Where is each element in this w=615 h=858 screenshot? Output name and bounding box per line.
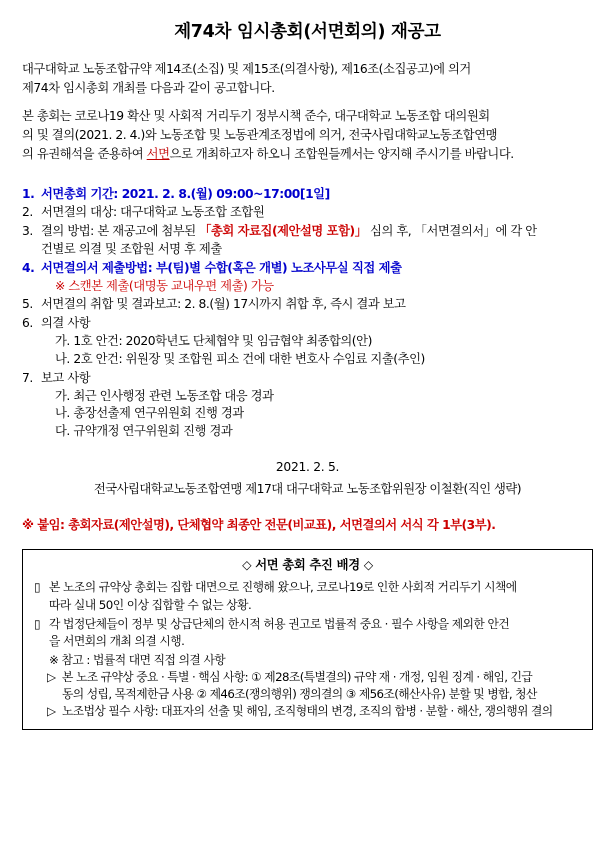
notice-item-list (22, 186, 593, 442)
item-3-text-emphasis: 「총회 자료집(제안설명 포함)」 (199, 224, 367, 239)
item-7-sub-2: 나. 총장선출제 연구위원회 진행 경과 (55, 406, 244, 421)
square-marker-icon: ▯ (34, 580, 40, 595)
list-item-6 (22, 315, 593, 368)
item-1-text: 서면총회 기간: 2021. 2. 8.(월) 09:00~17:00[1일] (41, 186, 330, 201)
background-item-1-line-2: 따라 실내 50인 이상 집합할 수 없는 상황. (49, 597, 252, 612)
item-7-text: 보고 사항 (41, 370, 91, 385)
item-5-text: 서면결의 취합 및 결과보고: 2. 8.(월) 17시까지 취합 후, 즉시 결과 보고 (41, 297, 406, 312)
issuing-organization: 전국사립대학교노동조합연맹 제17대 대구대학교 노동조합위원장 이철환(직인 생략) (93, 481, 522, 496)
item-1-number: 1. (22, 186, 35, 201)
body-line-2: 의 및 결의(2021. 2. 4.)와 노동조합 및 노동관계조정법에 의거, 전국사립대학교노동조합연맹 (22, 127, 498, 142)
background-item-2-line-2: 을 서면회의 개최 의결 시행. (49, 633, 185, 648)
background-item-2 (34, 616, 581, 633)
list-item-4 (22, 260, 593, 296)
attachment-note: ※ 붙임: 총회자료(제안설명), 단체협약 최종안 전문(비교표), 서면결의서 서식 각 1부(3부). (22, 517, 496, 532)
list-item-5 (22, 296, 593, 314)
background-box-title: ◇ 서면 총회 추진 배경 ◇ (242, 557, 373, 572)
item-2-text: 서면결의 대상: 대구대학교 노동조합 조합원 (41, 205, 265, 220)
triangle-marker-icon: ▷ (47, 669, 56, 684)
item-4-note: ※ 스캔본 제출(대명동 교내우편 제출) 가능 (55, 278, 274, 293)
issue-date: 2021. 2. 5. (275, 460, 340, 475)
background-sub-1-line-1: 본 노조 규약상 중요 · 특별 · 핵심 사항: ① 제28조(특별결의) 규약 재 · 개정, 임원 징계 · 해임, 긴급 (62, 669, 533, 684)
intro-paragraph (22, 61, 593, 98)
background-sub-2 (34, 703, 581, 720)
body-line-3 (22, 146, 593, 164)
body-line-1: 본 총회는 코로나19 확산 및 사회적 거리두기 정부시책 준수, 대구대학교 노동조합 대의원회 (22, 109, 490, 124)
background-item-1 (34, 579, 581, 596)
item-3-text-pre: 결의 방법: 본 재공고에 첨부된 (41, 224, 200, 239)
item-5-number: 5. (22, 297, 33, 312)
item-4-number: 4. (22, 260, 35, 275)
item-2-number: 2. (22, 205, 33, 220)
background-sub-2-line-1: 노조법상 필수 사항: 대표자의 선출 및 해임, 조직형태의 변경, 조직의 합병 · 분할 · 해산, 쟁의행위 결의 (62, 704, 553, 719)
intro-line-2: 제74차 임시총회 개최를 다음과 같이 공고합니다. (22, 81, 275, 96)
list-item-1 (22, 186, 593, 204)
item-4-text: 서면결의서 제출방법: 부(팀)별 수합(혹은 개별) 노조사무실 직접 제출 (41, 260, 402, 275)
written-meeting-link[interactable]: 서면 (146, 146, 170, 161)
item-7-sub-3: 다. 규약개정 연구위원회 진행 경과 (55, 424, 233, 439)
page-title: 제74차 임시총회(서면회의) 재공고 (174, 22, 441, 42)
square-marker-icon: ▯ (34, 616, 40, 631)
triangle-marker-icon: ▷ (47, 704, 56, 719)
background-reference-note: ※ 참고 : 법률적 대면 직접 의결 사항 (49, 652, 226, 667)
intro-line-1: 대구대학교 노동조합규약 제14조(소집) 및 제15조(의결사항), 제16조(소집공고)에 의거 (22, 62, 471, 77)
background-sub-1-line-2: 동의 성립, 목적제한금 사용 ② 제46조(쟁의행위) 쟁의결의 ③ 제56조(해산사유) 분할 및 병합, 청산 (62, 686, 537, 701)
background-item-1-line-1: 본 노조의 규약상 총회는 집합 대면으로 진행해 왔으나, 코로나19로 인한 사회적 거리두기 시책에 (49, 580, 517, 595)
item-6-sub-1: 가. 1호 안건: 2020학년도 단체협약 및 임금협약 최종합의(안) (55, 334, 372, 349)
item-3-continuation: 건별로 의결 및 조합원 서명 후 제출 (41, 242, 222, 256)
background-box (22, 549, 593, 731)
item-6-text: 의결 사항 (41, 316, 91, 331)
item-6-number: 6. (22, 316, 33, 331)
list-item-3 (22, 223, 593, 259)
background-sub-1 (34, 669, 581, 686)
body-paragraph (22, 108, 593, 163)
background-item-2-line-1: 각 법정단체들이 정부 및 상급단체의 한시적 허용 권고로 법률적 중요 · 필수 사항을 제외한 안건 (49, 616, 510, 631)
list-item-2 (22, 204, 593, 222)
body-line-3-post: 으로 개최하고자 하오니 조합원들께서는 양지해 주시기를 바랍니다. (169, 146, 514, 161)
item-7-sub-1: 가. 최근 인사행정 관련 노동조합 대응 경과 (55, 388, 274, 403)
list-item-7 (22, 370, 593, 441)
item-7-number: 7. (22, 370, 33, 385)
item-3-number: 3. (22, 224, 33, 239)
item-3-text-post: 심의 후, 「서면결의서」에 각 안 (366, 224, 537, 239)
item-6-sub-2: 나. 2호 안건: 위원장 및 조합원 피소 건에 대한 변호사 수임료 지출(추인) (55, 351, 425, 366)
body-line-3-pre: 의 유권해석을 준용하여 (22, 146, 147, 161)
